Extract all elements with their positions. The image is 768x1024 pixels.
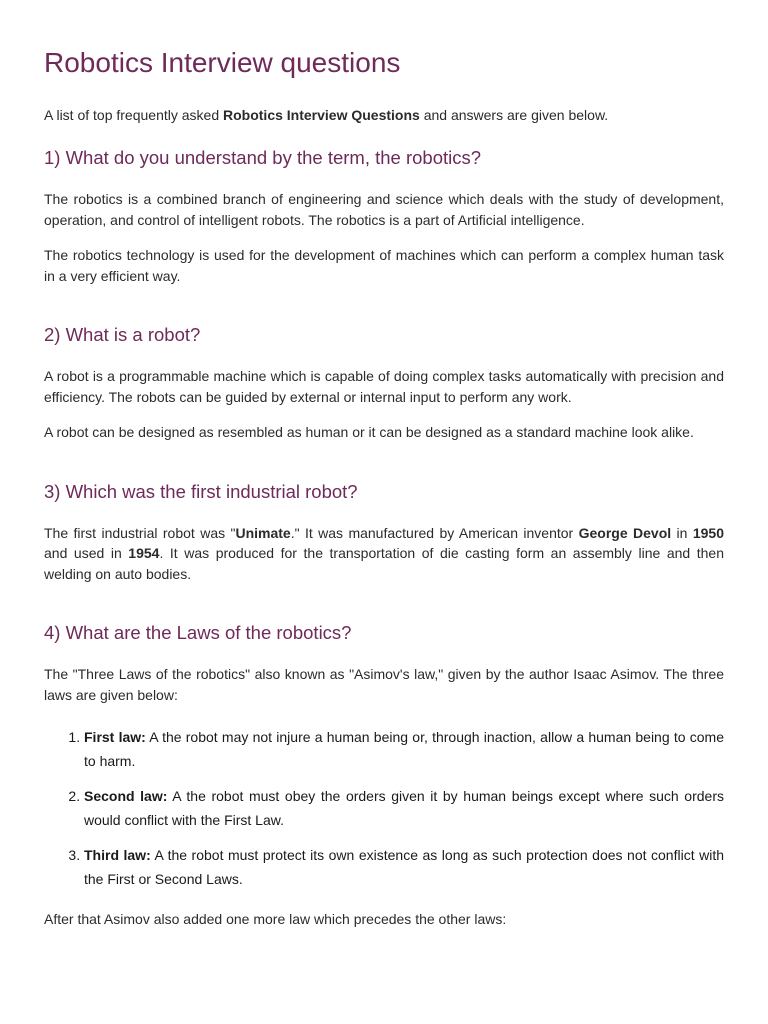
law-item-1 [84,725,724,773]
q3-text-f: . It was produced for the transportation of die casting form an assembly line and then welding on auto bodies. [44,545,724,582]
page-title: Robotics Interview questions [44,47,401,78]
question-4-paragraph: The "Three Laws of the robotics" also known as "Asimov's law," given by the author Isaac Asimov. The three laws are given below: [44,666,724,703]
law-item-2 [84,784,724,832]
question-1-paragraph-2: The robotics technology is used for the development of machines which can perform a complex human task in a very efficient way. [44,247,724,284]
q3-bold-1950: 1950 [692,524,725,541]
question-2-paragraph-1: A robot is a programmable machine which is capable of doing complex tasks automatically with precision and efficiency. The robots can be guided by external or internal input to perform any work. [44,368,724,405]
q3-text-e: and used in [44,545,129,561]
q3-bold-unimate: Unimate [235,524,291,541]
q3-text-a: The first industrial robot was " [44,524,236,541]
question-2-paragraph-2: A robot can be designed as resembled as human or it can be designed as a standard machine look alike. [44,424,694,440]
question-4-heading: 4) What are the Laws of the robotics? [44,622,352,643]
intro-suffix: and answers are given below. [419,107,609,123]
question-3-paragraph [44,523,724,585]
question-3-heading: 3) Which was the first industrial robot? [44,480,358,502]
law-3-text: A the robot must protect its own existence as long as such protection does not conflict with the First or Second Laws. [84,847,724,887]
intro-prefix: A list of top frequently asked [44,107,223,123]
law-2-label: Second law: [84,788,168,804]
law-item-3 [84,843,724,891]
q3-bold-1954: 1954 [128,545,160,561]
q3-text-d: in [671,524,693,541]
q3-text-c: ." It was manufactured by American inventor [290,524,579,541]
law-1-text: A the robot may not injure a human being or, through inaction, allow a human being to come to harm. [84,729,725,769]
intro-paragraph [44,105,724,126]
question-2-heading: 2) What is a robot? [44,324,201,345]
q3-bold-devol: George Devol [578,524,672,541]
intro-bold: Robotics Interview Questions [223,107,420,123]
after-laws-paragraph: After that Asimov also added one more law which precedes the other laws: [44,911,507,927]
laws-list [44,725,724,891]
question-1-paragraph-1: The robotics is a combined branch of engineering and science which deals with the study of development, operation, and control of intelligent robots. The robotics is a part of Artificial intelligence. [44,191,724,228]
law-1-label: First law: [84,729,146,745]
question-1-heading: 1) What do you understand by the term, the robotics? [44,147,482,168]
law-3-label: Third law: [84,847,151,863]
law-2-text: A the robot must obey the orders given it by human beings except where such orders would conflict with the First Law. [84,788,724,828]
